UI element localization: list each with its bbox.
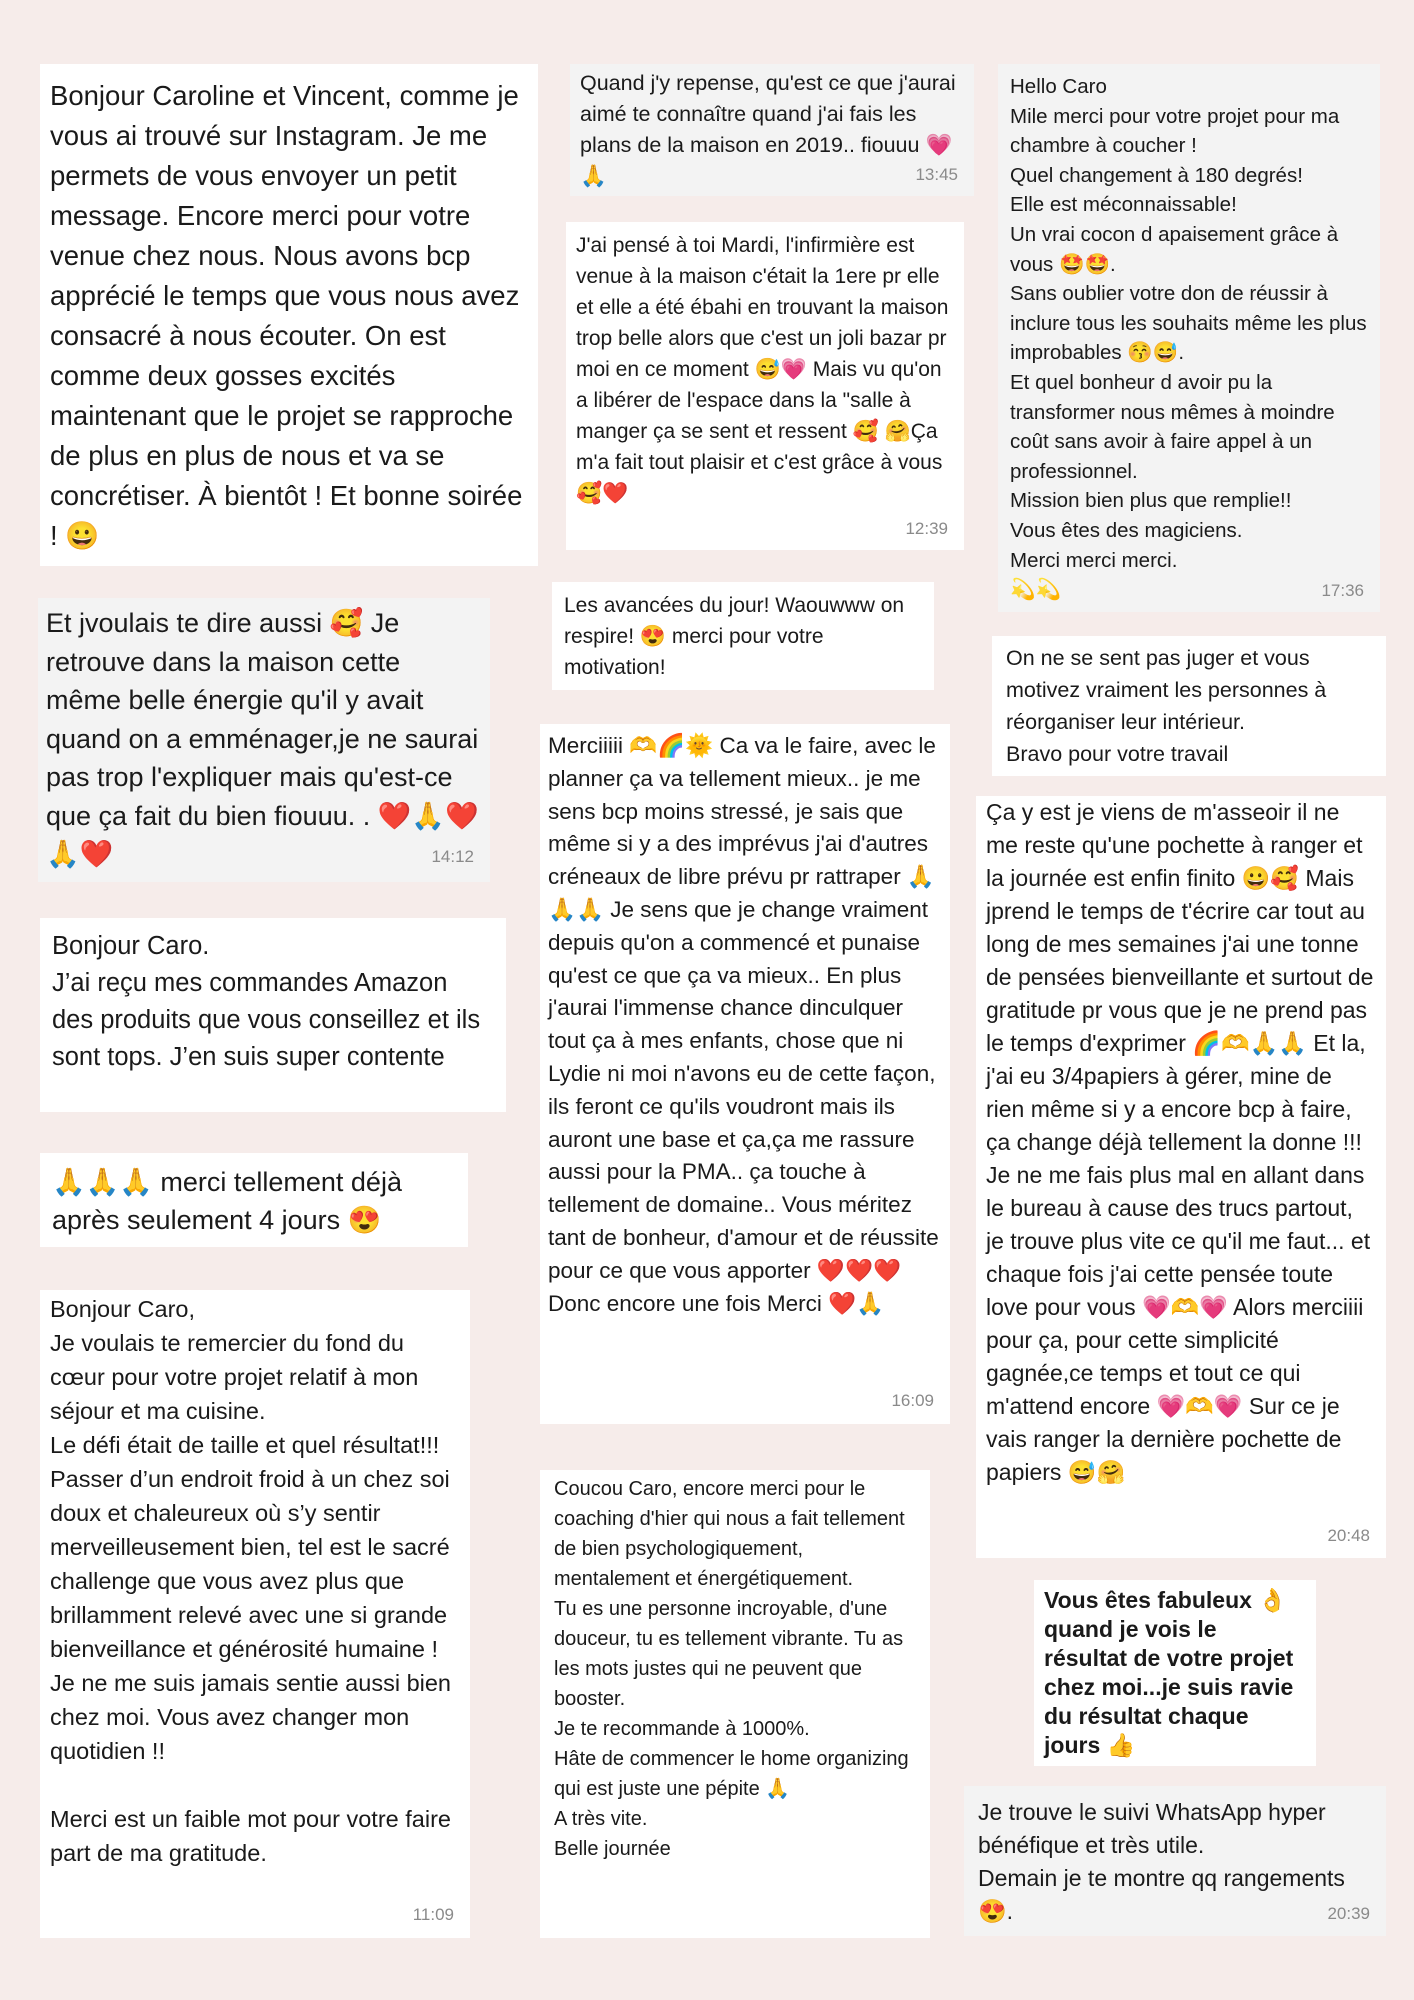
message-text: Et jvoulais te dire aussi 🥰 Je retrouve dans la maison cette même belle énergie qu'il y avait quand on a emménager,je ne saurai pas trop l'expliquer mais qu'est-ce que ça fait du bien fiouuu. . ❤️🙏❤️🙏❤️ [46, 608, 479, 869]
message-timestamp: 14:12 [431, 846, 474, 866]
message-bubble [992, 636, 1386, 776]
message-text: Bonjour Caroline et Vincent, comme je vous ai trouvé sur Instagram. Je me permets de vous envoyer un petit message. Encore merci pour votre venue chez nous. Nous avons bcp apprécié le temps que vous nous avez consacré à nous écouter. On est comme deux gosses excités maintenant que le projet se rapproche de plus en plus de nous et va se concrétiser. À bientôt ! Et bonne soirée ! 😀 [50, 80, 523, 551]
message-timestamp: 20:39 [1327, 1904, 1370, 1923]
message-text: Merciiiii 🫶🌈🌞 Ca va le faire, avec le planner ça va tellement mieux.. je me sens bcp moins stressé, je sais que même si y a des imprévus j'ai d'autres créneaux de libre prévu pr rattraper 🙏🙏🙏 Je sens que je change vraiment depuis qu'on a commencé et punaise qu'est ce que ça va mieux.. En plus j'aurai l'immense chance dinculquer tout ça à mes enfants, chose que ni Lydie ni moi n'avons eu de cette façon, ils feront ce qu'ils voudront mais ils auront une base et ça,ça me rassure aussi pour la PMA.. ça touche à tellement de domaine.. Vous méritez tant de bonheur, d'amour et de réussite pour ce que vous apporter ❤️❤️❤️ Donc encore une fois Merci ❤️🙏 [548, 733, 939, 1316]
message-bubble [40, 1290, 470, 1938]
message-text: Les avancées du jour! Waouwww on respire! 😍 merci pour votre motivation! [564, 594, 905, 679]
message-timestamp: 20:48 [1327, 1526, 1370, 1545]
message-timestamp: 16:09 [891, 1391, 934, 1411]
message-bubble [540, 724, 950, 1424]
message-bubble [964, 1786, 1386, 1936]
message-timestamp: 17:36 [1321, 581, 1364, 601]
message-text: On ne se sent pas juger et vous motivez vraiment les personnes à réorganiser leur intérieur. Bravo pour votre travail [1006, 646, 1327, 766]
message-bubble [976, 796, 1386, 1558]
message-text: Ça y est je viens de m'asseoir il ne me reste qu'une pochette à ranger et la journée est enfin finito 😀🥰 Mais jprend le temps de t'écrire car tout au long de mes semaines j'ai une tonne de pensées bienveillante et surtout de gratitude pr vous que je ne prend pas le temps d'exprimer 🌈🫶🙏🙏 Et la, j'ai eu 3/4papiers à gérer, mine de rien même si y a encore bcp à faire, ça change déjà tellement la donne !!! Je ne me fais plus mal en allant dans le bureau à cause des trucs partout, je trouve plus vite ce qu'il me faut... et chaque fois j'ai cette pensée toute love pour vous 💗🫶💗 Alors merciiii pour ça, pour cette simplicité gagnée,ce temps et tout ce qui m'attend encore 💗🫶💗 Sur ce je vais ranger la dernière pochette de papiers 😅🤗 [986, 799, 1374, 1485]
message-text: Vous êtes fabuleux 👌quand je vois le résultat de votre projet chez moi...je suis ravie du résultat chaque jours 👍 [1044, 1587, 1294, 1758]
message-text: Bonjour Caro, Je voulais te remercier du fond du cœur pour votre projet relatif à mon séjour et ma cuisine. Le défi était de taille et quel résultat!!! Passer d’un endroit froid à un chez soi doux et chaleureux où s’y sentir merveilleusement bien, tel est le sacré challenge que vous avez plus que brillamment relevé avec une si grande bienveillance et générosité humaine ! Je ne me suis jamais sentie aussi bien chez moi. Vous avez changer mon quotidien !! Merci est un faible mot pour votre faire part de ma gratitude. [50, 1296, 452, 1866]
message-timestamp: 13:45 [915, 165, 958, 184]
message-bubble [38, 598, 490, 882]
message-timestamp: 12:39 [905, 519, 948, 538]
message-text: Coucou Caro, encore merci pour le coaching d'hier qui nous a fait tellement de bien psychologiquement, mentalement et énergétiquement. Tu es une personne incroyable, d'une douceur, tu es tellement vibrante. Tu as les mots justes qui ne peuvent que booster. Je te recommande à 1000%. Hâte de commencer le home organizing qui est juste une pépite 🙏 A très vite. Belle journée [554, 1478, 909, 1860]
message-text: 🙏🙏🙏 merci tellement déjà après seulement 4 jours 😍 [52, 1167, 402, 1235]
message-text: Quand j'y repense, qu'est ce que j'aurai aimé te connaître quand j'ai fais les plans de la maison en 2019.. fiouuu 💗🙏 [580, 71, 956, 188]
message-bubble [1034, 1580, 1316, 1766]
message-bubble [540, 1470, 930, 1938]
message-timestamp: 11:09 [412, 1905, 454, 1924]
message-bubble [552, 582, 934, 690]
message-bubble [40, 918, 506, 1112]
message-bubble [566, 222, 964, 550]
message-bubble [40, 1153, 468, 1247]
message-text: Bonjour Caro. J’ai reçu mes commandes Amazon des produits que vous conseillez et ils sont tops. J’en suis super contente [52, 932, 481, 1071]
message-text: Je trouve le suivi WhatsApp hyper bénéfique et très utile. Demain je te montre qq rangements 😍. [978, 1799, 1345, 1924]
message-text: J'ai pensé à toi Mardi, l'infirmière est venue à la maison c'était la 1ere pr elle et elle a été ébahi en trouvant la maison trop belle alors que c'est un joli bazar pr moi en ce moment 😅💗 Mais vu qu'on a libérer de l'espace dans la "salle à manger ça se sent et ressent 🥰 🤗Ça m'a fait tout plaisir et c'est grâce à vous 🥰❤️ [576, 234, 949, 505]
message-bubble [998, 64, 1380, 612]
message-text: Hello Caro Mile merci pour votre projet pour ma chambre à coucher ! Quel changement à 180 degrés! Elle est méconnaissable! Un vrai cocon d apaisement grâce à vous 🤩🤩. Sans oublier votre don de réussir à inclure tous les souhaits même les plus improbables 😚😅. Et quel bonheur d avoir pu la transformer nous mêmes à moindre coût sans avoir à faire appel à un professionnel. Mission bien plus que remplie!! Vous êtes des magiciens. Merci merci merci. 💫💫 [1010, 75, 1367, 602]
message-bubble [40, 64, 538, 566]
message-bubble [570, 64, 974, 196]
